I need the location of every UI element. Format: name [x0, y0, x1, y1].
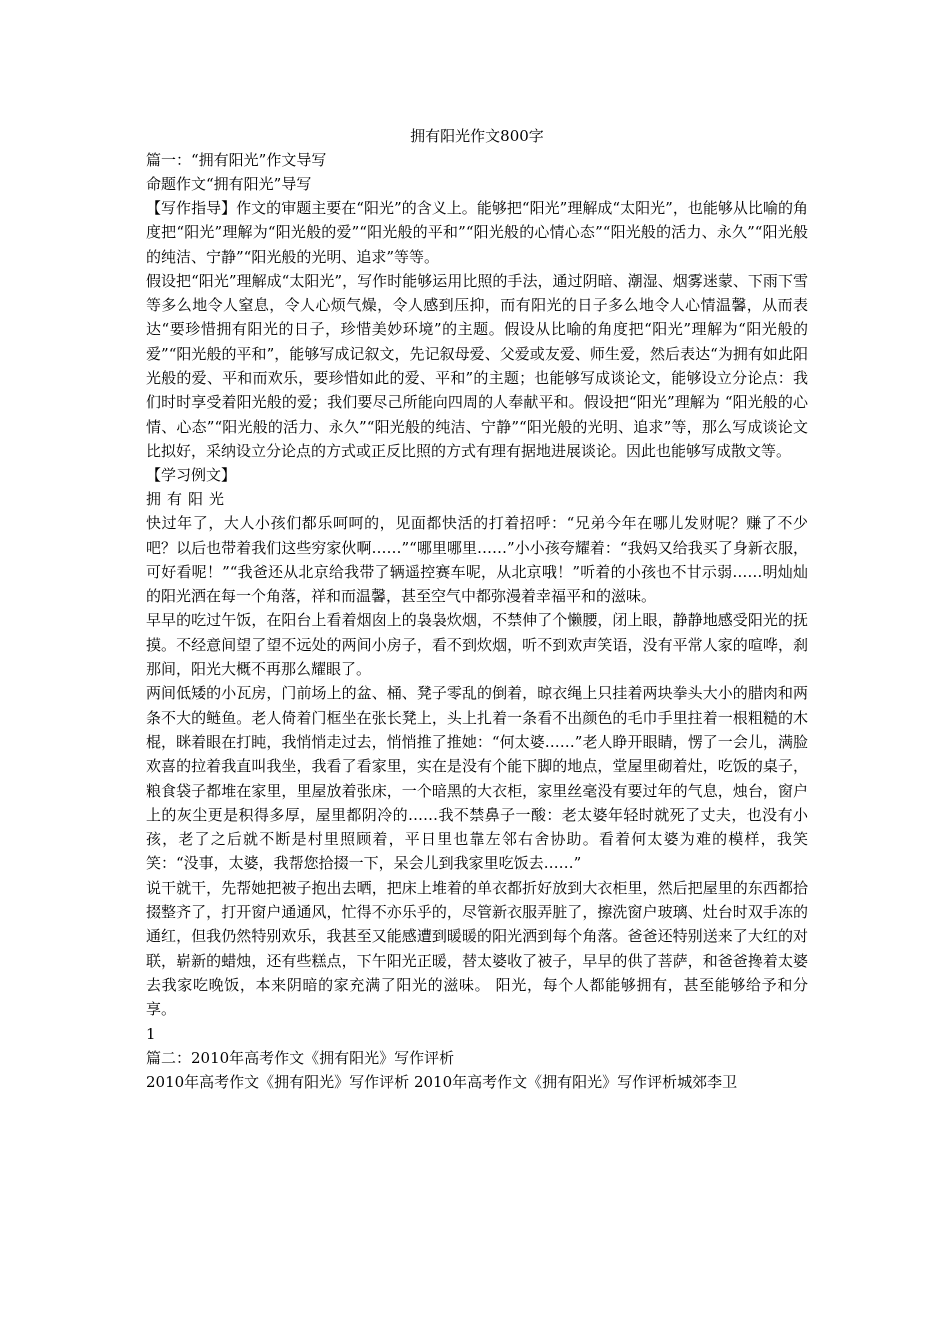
example-label: 【学习例文】 — [146, 466, 237, 485]
document-page — [146, 124, 808, 1094]
section1-subheading: 命题作文“拥有阳光”导写 — [146, 175, 312, 193]
example-paragraph: 两间低矮的小瓦房，门前场上的盆、桶、凳子零乱的倒着，晾衣绳上只挂着两块拳头大小的腊肉和两条不大的鲢鱼。老人倚着门框坐在张长凳上，头上扎着一条看不出颜色的毛巾手里拄着一根粗糙的木棍，眯着眼在打盹，我悄悄走过去，悄悄推了推她：“何太婆……”老人睁开眼睛，愣了一会儿，满脸欢喜的拉着我直叫我坐，我看了看家里，实在是没有个能下脚的地点，堂屋里砌着灶，吃饭的桌子，粮食袋子都堆在家里，里屋放着张床，一个暗黑的大衣柜，家里丝毫没有要过年的气息，烛台，窗户上的灰尘更是积得多厚，屋里都阴冷的……我不禁鼻子一酸：老太婆年轻时就死了丈夫，也没有小孩，老了之后就不断是村里照顾着，平日里也靠左邻右舍协助。看着何太婆为难的模样，我笑笑：“没事，太婆，我帮您拾掇一下，呆会儿到我家里吃饭去……” — [146, 684, 808, 873]
writing-guidance-paragraph: 【写作指导】作文的审题主要在“阳光”的含义上。能够把“阳光”理解成“太阳光”，也能够从比喻的角度把“阳光”理解为“阳光般的爱”“阳光般的平和”“阳光般的心情心态”“阳光般的活力、永久”“阳光般的纯洁、宁静”“阳光般的光明、追求”等等。 — [146, 199, 808, 266]
example-title: 拥有阳光 — [146, 490, 231, 509]
example-paragraph: 早早的吃过午饭，在阳台上看着烟囱上的袅袅炊烟，不禁伸了个懒腰，闭上眼，静静地感受阳光的抚摸。不经意间望了望不远处的两间小房子，看不到炊烟，听不到欢声笑语，没有平常人家的喧哗，刹那间，阳光大概不再那么耀眼了。 — [146, 611, 808, 679]
section2-heading: 篇二：2010年高考作文《拥有阳光》写作评析 — [146, 1048, 455, 1067]
writing-guidance-detail-paragraph: 假设把“阳光”理解成“太阳光”，写作时能够运用比照的手法，通过阴暗、潮湿、烟雾迷蒙、下雨下雪等多么地令人窒息，令人心烦气燥，令人感到压抑，而有阳光的日子多么地令人心情温馨，从而表达“要珍惜拥有阳光的日子，珍惜美妙环境”的主题。假设从比喻的角度把“阳光”理解为“阳光般的爱”“阳光般的平和”，能够写成记叙文，先记叙母爱、父爱或友爱、师生爱，然后表达“为拥有如此阳光般的爱、平和而欢乐，要珍惜如此的爱、平和”的主题；也能够写成谈论文，能够设立分论点：我们时时享受着阳光般的爱；我们要尽己所能向四周的人奉献平和。假设把“阳光”理解为 “阳光般的心情、心态”“阳光般的活力、永久”“阳光般的纯洁、宁静”“阳光般的光明、追求”等，那么写成谈论文比拟好，采纳设立分论点的方式或正反比照的方式有理有据地进展谈论。因此也能够写成散文等。 — [146, 271, 808, 460]
document-title: 拥有阳光作文800字 — [410, 127, 544, 145]
page-number: 1 — [146, 1024, 156, 1043]
example-paragraph: 快过年了，大人小孩们都乐呵呵的，见面都快活的打着招呼：“兄弟今年在哪儿发财呢？赚了不少吧？以后也带着我们这些穷家伙啊……”“哪里哪里……”小小孩夸耀着：“我妈又给我买了身新衣服，可好看呢！”“我爸还从北京给我带了辆遥控赛车呢，从北京哦！”听着的小孩也不甘示弱……明灿灿的阳光洒在每一个角落，祥和而温馨，甚至空气中都弥漫着幸福平和的滋味。 — [146, 514, 808, 606]
section1-heading: 篇一：“拥有阳光”作文导写 — [146, 151, 327, 169]
section2-first-line: 2010年高考作文《拥有阳光》写作评析 2010年高考作文《拥有阳光》写作评析城郊李卫 — [146, 1072, 738, 1091]
example-paragraph: 说干就干，先帮她把被子抱出去晒，把床上堆着的单衣都折好放到大衣柜里，然后把屋里的东西都拾掇整齐了，打开窗户通通风，忙得不亦乐乎的，尽管新衣服弄脏了，擦洗窗户玻璃、灶台时双手冻的通红，但我仍然特别欢乐，我甚至又能感遭到暖暖的阳光洒到每个角落。爸爸还特别送来了大红的对联，崭新的蜡烛，还有些糕点，下午阳光正暖，替太婆收了被子，早早的供了菩萨，和爸爸搀着太婆去我家吃晚饭，本来阴暗的家充满了阳光的滋味。 阳光，每个人都能够拥有，甚至能够给予和分享。 — [146, 878, 808, 1019]
